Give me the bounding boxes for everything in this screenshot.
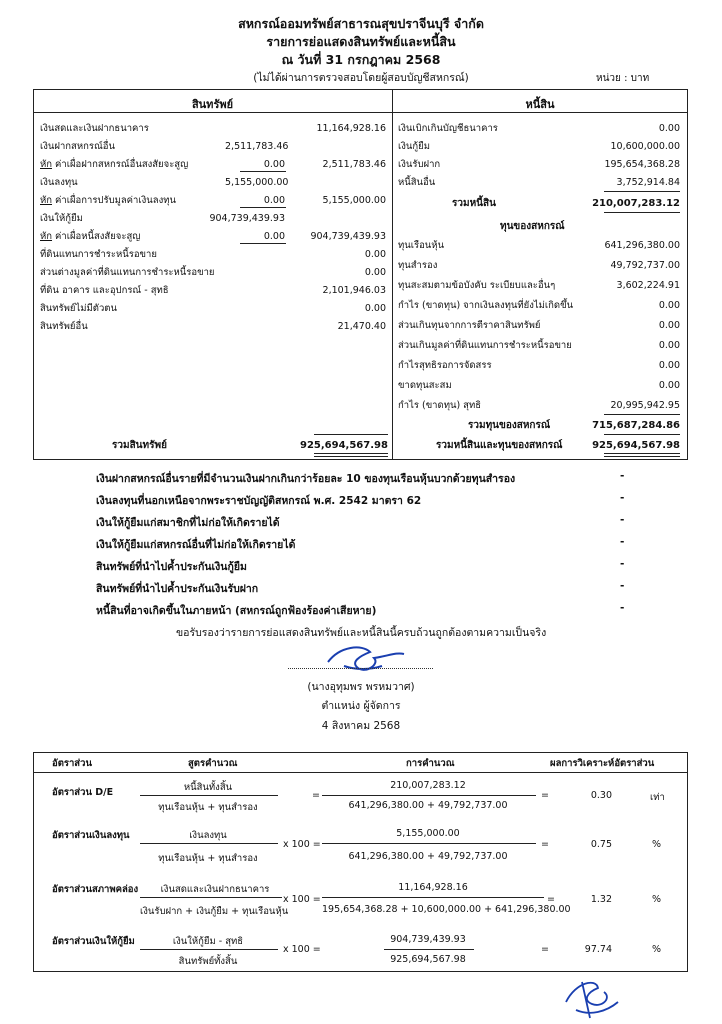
equity-label: กำไร (ขาดทุน) จากเงินลงทุนที่ยังไม่เกิดขึ้น: [398, 300, 574, 311]
equity-heading: ทุนของสหกรณ์: [500, 221, 565, 232]
ratio-name: อัตราส่วน D/E: [52, 787, 114, 798]
liability-amount: 0.00: [658, 123, 680, 134]
liability-label: เงินรับฝาก: [398, 159, 441, 170]
liability-label: เงินเบิกเกินบัญชีธนาคาร: [398, 123, 498, 134]
disclosure-label: สินทรัพย์ที่นำไปค้ำประกันเงินกู้ยืม: [96, 561, 247, 573]
audit-note: (ไม่ได้ผ่านการตรวจสอบโดยผู้สอบบัญชีสหกรณ์): [253, 72, 469, 84]
asset-label: สินทรัพย์อื่น: [40, 321, 88, 332]
asset-row: [40, 229, 140, 244]
total-equity-label: รวมทุนของสหกรณ์: [468, 420, 551, 431]
asset-label: ส่วนต่างมูลค่าที่ดินแทนการชำระหนี้รอขาย: [40, 267, 215, 278]
formula-denominator: เงินรับฝาก + เงินกู้ยืม + ทุนเรือนหุ้น: [140, 906, 289, 917]
asset-amount: 11,164,928.16: [316, 123, 386, 134]
equity-amount: 3,602,224.91: [616, 280, 680, 291]
initials-graphic: [560, 972, 630, 1020]
grand-total-label: รวมหนี้สินและทุนของสหกรณ์: [436, 440, 563, 451]
asset-row: [40, 211, 83, 226]
asset-label: ค่าเผื่อหนี้สงสัยจะสูญ: [52, 231, 141, 242]
asset-amount: 2,101,946.03: [322, 285, 386, 296]
asset-label: เงินฝากสหกรณ์อื่น: [40, 141, 115, 152]
formula-multiplier: x 100 =: [283, 894, 321, 905]
asset-amount: 0.00: [364, 267, 386, 278]
equity-label: ขาดทุนสะสม: [398, 380, 452, 391]
grand-total-amount: 925,694,567.98: [592, 440, 680, 451]
deduct-label: หัก: [40, 231, 53, 242]
asset-label: ค่าเผื่อฝากสหกรณ์อื่นสงสัยจะสูญ: [52, 159, 189, 170]
equity-amount: 0.00: [658, 300, 680, 311]
liability-amount: 3,752,914.84: [616, 177, 680, 188]
total-assets-label: รวมสินทรัพย์: [112, 440, 167, 451]
total-equity-amount: 715,687,284.86: [592, 420, 680, 431]
signature-line: [288, 668, 433, 669]
disclosure-value: -: [620, 602, 625, 614]
asset-sub-amount: 2,511,783.46: [225, 141, 289, 152]
asset-amount: 0.00: [364, 303, 386, 314]
asset-label: ค่าเผื่อการปรับมูลค่าเงินลงทุน: [52, 195, 176, 206]
calc-equals: =: [541, 839, 549, 850]
total-assets-amount: 925,694,567.98: [300, 440, 388, 451]
asset-label: เงินสดและเงินฝากธนาคาร: [40, 123, 149, 134]
disclosure-value: -: [620, 470, 625, 482]
equity-amount: 641,296,380.00: [604, 240, 680, 251]
calc-denominator: 195,654,368.28 + 10,600,000.00 + 641,296,380.00: [322, 904, 571, 915]
calc-numerator: 11,164,928.16: [398, 882, 468, 893]
disclosure-label: เงินฝากสหกรณ์อื่นรายที่มีจำนวนเงินฝากเกินกว่าร้อยละ 10 ของทุนเรือนหุ้นบวกด้วยทุนสำรอง: [96, 473, 516, 485]
formula-denominator: ทุนเรือนหุ้น + ทุนสำรอง: [158, 853, 258, 864]
ratio-result: 97.74: [584, 944, 612, 955]
assets-heading: สินทรัพย์: [191, 98, 234, 111]
disclosure-value: -: [620, 580, 625, 592]
asset-label: เงินให้กู้ยืม: [40, 213, 83, 224]
calc-denominator: 641,296,380.00 + 49,792,737.00: [348, 800, 508, 811]
equity-amount: 0.00: [658, 320, 680, 331]
equity-label: ทุนเรือนหุ้น: [398, 240, 445, 251]
ratio-result: 1.32: [590, 894, 612, 905]
calc-numerator: 210,007,283.12: [390, 780, 466, 791]
asset-label: ที่ดิน อาคาร และอุปกรณ์ - สุทธิ: [40, 285, 169, 296]
asset-row: [40, 283, 169, 298]
formula-denominator: สินทรัพย์ทั้งสิ้น: [178, 956, 238, 967]
asset-row: [40, 247, 157, 262]
calc-denominator: 641,296,380.00 + 49,792,737.00: [348, 851, 508, 862]
equity-amount: 49,792,737.00: [610, 260, 680, 271]
ratio-unit: %: [652, 839, 662, 850]
liability-amount: 195,654,368.28: [604, 159, 680, 170]
equity-label: ทุนสำรอง: [398, 260, 438, 271]
deduct-label: หัก: [40, 195, 53, 206]
equity-amount: 0.00: [658, 380, 680, 391]
formula-denominator: ทุนเรือนหุ้น + ทุนสำรอง: [158, 802, 258, 813]
calc-equals: =: [547, 894, 555, 905]
formula-numerator: เงินให้กู้ยืม - สุทธิ: [172, 936, 244, 947]
liability-label: หนี้สินอื่น: [398, 177, 436, 188]
asset-row: [40, 319, 88, 334]
formula-numerator: เงินสดและเงินฝากธนาคาร: [160, 884, 270, 895]
ratio-name: อัตราส่วนสภาพคล่อง: [52, 884, 139, 895]
disclosure-label: หนี้สินที่อาจเกิดขึ้นในภายหน้า (สหกรณ์ถูกฟ้องร้องค่าเสียหาย): [96, 605, 377, 617]
equity-amount: 0.00: [658, 360, 680, 371]
formula-multiplier: =: [312, 790, 320, 801]
disclosure-label: เงินให้กู้ยืมแก่สหกรณ์อื่นที่ไม่ก่อให้เกิดรายได้: [96, 539, 296, 551]
disclosure-value: -: [620, 558, 625, 570]
disclosure-value: -: [620, 536, 625, 548]
total-liabilities-label: รวมหนี้สิน: [452, 198, 496, 209]
asset-amount: 904,739,439.93: [310, 231, 386, 242]
ratio-unit: %: [652, 894, 662, 905]
calc-denominator: 925,694,567.98: [390, 954, 466, 965]
org-title: สหกรณ์ออมทรัพย์สาธารณสุขปราจีนบุรี จำกัด: [238, 16, 484, 31]
ratio-header-result: ผลการวิเคราะห์อัตราส่วน: [550, 758, 655, 769]
formula-numerator: หนี้สินทั้งสิ้น: [183, 782, 233, 793]
asset-amount: 5,155,000.00: [322, 195, 386, 206]
asset-row: [40, 139, 115, 154]
disclosure-value: -: [620, 492, 625, 504]
equity-label: กำไรสุทธิรอการจัดสรร: [398, 360, 492, 371]
formula-multiplier: x 100 =: [283, 839, 321, 850]
ratio-unit: เท่า: [650, 792, 665, 803]
asset-sub-amount: 0.00: [263, 159, 285, 170]
signature-graphic: [300, 640, 440, 680]
equity-label: ส่วนเกินทุนจากการตีราคาสินทรัพย์: [398, 320, 541, 331]
signer-position: ตำแหน่ง ผู้จัดการ: [321, 700, 401, 712]
report-date: ณ วันที่ 31 กรกฎาคม 2568: [281, 52, 441, 67]
asset-sub-amount: 5,155,000.00: [225, 177, 289, 188]
report-title: รายการย่อแสดงสินทรัพย์และหนี้สิน: [266, 34, 456, 49]
ratio-header-name: อัตราส่วน: [52, 758, 92, 769]
equity-amount: 20,995,942.95: [610, 400, 680, 411]
asset-amount: 0.00: [364, 249, 386, 260]
asset-sub-amount: 904,739,439.93: [209, 213, 285, 224]
ratio-name: อัตราส่วนเงินลงทุน: [52, 830, 130, 841]
formula-numerator: เงินลงทุน: [189, 830, 227, 841]
total-liabilities-amount: 210,007,283.12: [592, 198, 680, 209]
asset-label: สินทรัพย์ไม่มีตัวตน: [40, 303, 117, 314]
deduct-label: หัก: [40, 159, 53, 170]
unit-label: หน่วย : บาท: [596, 73, 650, 84]
equity-label: กำไร (ขาดทุน) สุทธิ: [398, 400, 482, 411]
asset-label: ที่ดินแทนการชำระหนี้รอขาย: [40, 249, 157, 260]
equity-label: ส่วนเกินมูลค่าที่ดินแทนการชำระหนี้รอขาย: [398, 340, 572, 351]
calc-numerator: 5,155,000.00: [396, 828, 460, 839]
ratio-result: 0.30: [590, 790, 612, 801]
signature-date: 4 สิงหาคม 2568: [321, 720, 401, 732]
signer-name: (นางอุทุมพร พรหมวาศ): [307, 681, 415, 693]
equity-label: ทุนสะสมตามข้อบังคับ ระเบียบและอื่นๆ: [398, 280, 556, 291]
ratio-header-calc: การคำนวณ: [406, 758, 455, 769]
certification-statement: ขอรับรองว่ารายการย่อแสดงสินทรัพย์และหนี้สินนี้ครบถ้วนถูกต้องตามความเป็นจริง: [176, 627, 547, 639]
ratio-result: 0.75: [590, 839, 612, 850]
asset-row: [40, 121, 149, 136]
disclosure-value: -: [620, 514, 625, 526]
calc-equals: =: [541, 790, 549, 801]
disclosure-label: สินทรัพย์ที่นำไปค้ำประกันเงินรับฝาก: [96, 583, 259, 595]
disclosure-label: เงินลงทุนที่นอกเหนือจากพระราชบัญญัติสหกรณ์ พ.ศ. 2542 มาตรา 62: [96, 495, 422, 507]
ratio-unit: %: [652, 944, 662, 955]
asset-sub-amount: 0.00: [263, 231, 285, 242]
liability-label: เงินกู้ยืม: [398, 141, 430, 152]
asset-row: [40, 193, 176, 208]
asset-row: [40, 301, 117, 316]
asset-row: [40, 265, 214, 280]
liabilities-heading: หนี้สิน: [525, 98, 555, 111]
asset-amount: 21,470.40: [337, 321, 386, 332]
ratio-name: อัตราส่วนเงินให้กู้ยืม: [52, 936, 135, 947]
asset-label: เงินลงทุน: [40, 177, 78, 188]
equity-amount: 0.00: [658, 340, 680, 351]
formula-multiplier: x 100 =: [283, 944, 321, 955]
calc-numerator: 904,739,439.93: [390, 934, 466, 945]
asset-sub-amount: 0.00: [263, 195, 285, 206]
disclosure-label: เงินให้กู้ยืมแก่สมาชิกที่ไม่ก่อให้เกิดรายได้: [96, 517, 280, 529]
asset-row: [40, 157, 188, 172]
liability-amount: 10,600,000.00: [610, 141, 680, 152]
asset-amount: 2,511,783.46: [322, 159, 386, 170]
asset-row: [40, 175, 78, 190]
calc-equals: =: [541, 944, 549, 955]
ratio-header-formula: สูตรคำนวณ: [188, 758, 238, 769]
